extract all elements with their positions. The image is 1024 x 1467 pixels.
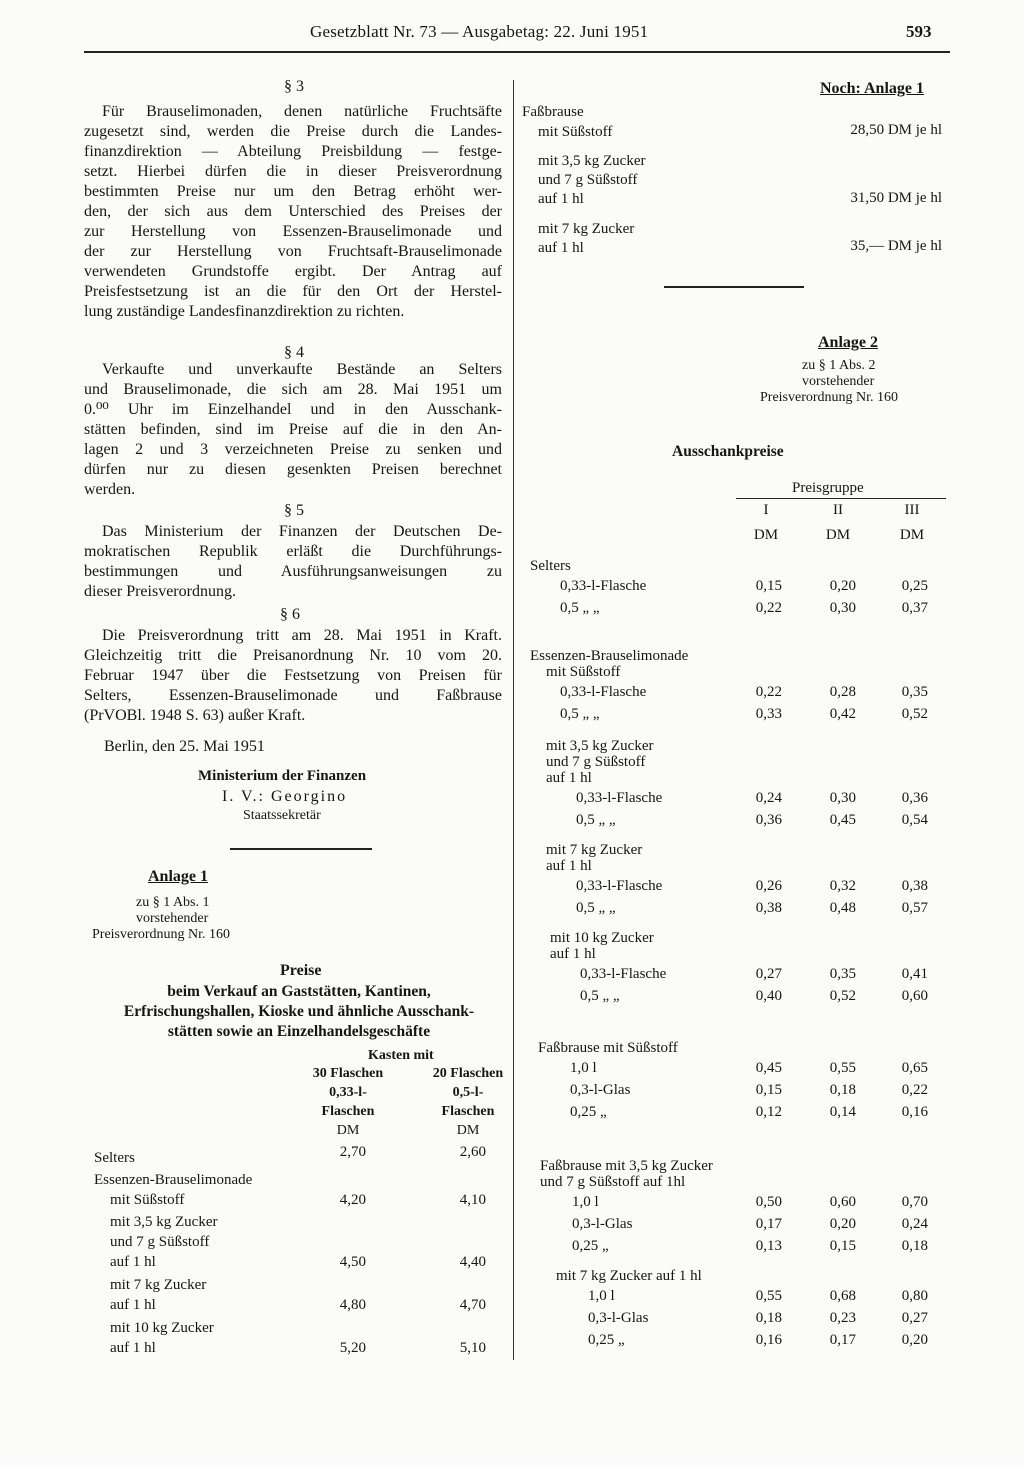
- anlage-1-ref: zu § 1 Abs. 1: [136, 895, 210, 910]
- price-group-II: 0,45: [829, 812, 856, 828]
- row-label: 0,33-l-Flasche: [576, 790, 663, 806]
- price-group-I: 0,38: [755, 900, 782, 916]
- price-group-I: 0,27: [755, 966, 782, 982]
- price-group-III: 0,54: [901, 812, 928, 828]
- anlage-1-ref3: Preisverordnung Nr. 160: [92, 927, 231, 942]
- price-group-I: 0,50: [755, 1194, 782, 1210]
- row-label: 0,33-l-Flasche: [580, 966, 667, 982]
- anlage-2-title: Anlage 2: [818, 334, 878, 351]
- row-label: 0,5 „ „: [560, 600, 600, 616]
- prices-subheading: beim Verkauf an Gaststätten, Kantinen, Erfrischungshallen, Kioske und ähnliche Ausschank- stätten sowie an Einzelhandelsgeschäfte: [123, 983, 475, 1040]
- price-group-III: 0,52: [901, 706, 928, 722]
- fassbrause-price: 28,50 DM je hl: [850, 122, 942, 138]
- price-group-I: 0,40: [755, 988, 782, 1004]
- block-title: auf 1 hl: [550, 946, 596, 962]
- block-title: mit 3,5 kg Zucker: [546, 738, 654, 754]
- price-group-II: 0,52: [829, 988, 856, 1004]
- text-line: dieser Preisverordnung.: [84, 583, 236, 600]
- header-rule: [84, 51, 950, 53]
- price-group-III: 0,70: [901, 1194, 928, 1210]
- block-title: Essenzen-Brauselimonade: [530, 648, 689, 664]
- price-group-I: 0,26: [755, 878, 782, 894]
- price-group-II: 0,48: [829, 900, 856, 916]
- place-date: Berlin, den 25. Mai 1951: [104, 738, 265, 755]
- section-5-heading: § 5: [284, 502, 304, 519]
- price-group-III: 0,24: [901, 1216, 928, 1232]
- unit-III: DM: [899, 527, 925, 543]
- price-20-flaschen: 2,60: [459, 1144, 486, 1160]
- price-group-III: 0,37: [901, 600, 928, 616]
- price-group-III: 0,25: [901, 578, 928, 594]
- text-line: zur Herstellung von Essenzen-Brauselimonade und: [84, 223, 502, 240]
- col-20-flaschen: 20 Flaschen 0,5-l- Flaschen DM: [432, 1066, 504, 1138]
- ausschank-heading: Ausschankpreise: [672, 443, 784, 460]
- price-group-II: 0,15: [829, 1238, 856, 1254]
- price-group-III: 0,60: [901, 988, 928, 1004]
- row-label: 0,33-l-Flasche: [576, 878, 663, 894]
- price-group-III: 0,65: [901, 1060, 928, 1076]
- price-group-I: 0,13: [755, 1238, 782, 1254]
- group-I: I: [763, 502, 769, 518]
- price-group-II: 0,60: [829, 1194, 856, 1210]
- price-group-I: 0,17: [755, 1216, 782, 1232]
- block-title: mit 10 kg Zucker: [550, 930, 654, 946]
- running-header: Gesetzblatt Nr. 73 — Ausgabetag: 22. Juni 1951: [310, 22, 649, 41]
- text-line: mokratischen Republik erläßt die Durchführungs-: [84, 543, 502, 560]
- price-group-II: 0,42: [829, 706, 856, 722]
- row-label: auf 1 hl: [110, 1297, 156, 1313]
- price-group-II: 0,14: [829, 1104, 856, 1120]
- price-group-II: 0,32: [829, 878, 856, 894]
- page-number: 593: [906, 22, 932, 41]
- section-6-text: [84, 626, 502, 726]
- text-line: Februar 1947 über die Festsetzung von Preisen für: [84, 667, 502, 684]
- price-group-III: 0,38: [901, 878, 928, 894]
- col-30-flaschen: 30 Flaschen 0,33-l- Flaschen DM: [312, 1066, 384, 1138]
- preisgruppe-rule: [736, 498, 946, 499]
- price-group-II: 0,18: [829, 1082, 856, 1098]
- block-title: mit 7 kg Zucker: [546, 842, 643, 858]
- fassbrause-7-label: mit 7 kg Zucker auf 1 hl: [538, 221, 635, 256]
- price-group-I: 0,33: [755, 706, 782, 722]
- price-group-I: 0,18: [755, 1310, 782, 1326]
- unit-II: DM: [825, 527, 851, 543]
- row-label: 0,25 „: [588, 1332, 625, 1348]
- price-group-III: 0,41: [901, 966, 928, 982]
- block-title: Selters: [530, 558, 571, 574]
- group-II: II: [833, 502, 843, 518]
- price-group-II: 0,55: [829, 1060, 856, 1076]
- section-4-heading: § 4: [284, 344, 304, 361]
- row-label: mit 7 kg Zucker: [110, 1277, 207, 1293]
- row-label: 0,5 „ „: [560, 706, 600, 722]
- price-30-flaschen: 4,20: [339, 1192, 366, 1208]
- row-label: 1,0 l: [588, 1288, 615, 1304]
- price-group-III: 0,36: [901, 790, 928, 806]
- fassbrause-35-price: 31,50 DM je hl: [850, 190, 942, 206]
- text-line: Die Preisverordnung tritt am 28. Mai 1951 in Kraft.: [102, 627, 502, 644]
- row-label: Selters: [94, 1150, 135, 1166]
- row-label: mit Süßstoff: [110, 1192, 185, 1208]
- text-line: lung zuständige Landesfinanzdirektion zu richten.: [84, 303, 405, 320]
- preisgruppe-header: Preisgruppe: [792, 480, 864, 496]
- price-group-II: 0,68: [829, 1288, 856, 1304]
- section-4-text: [84, 360, 502, 500]
- text-line: finanzdirektion — Abteilung Preisbildung — festge-: [84, 143, 502, 160]
- section-3-text: [84, 102, 502, 322]
- signatory-title: Staatssekretär: [243, 808, 321, 823]
- block-title: Faßbrause mit Süßstoff: [538, 1040, 678, 1056]
- group-III: III: [904, 502, 920, 518]
- text-line: Selters, Essenzen-Brauselimonade und Faßbrause: [84, 687, 502, 704]
- signatory: I. V.: Georgino: [222, 788, 348, 805]
- price-group-I: 0,36: [755, 812, 782, 828]
- anlage-1-ref2: vorstehender: [136, 911, 209, 926]
- row-label: 0,3-l-Glas: [570, 1082, 631, 1098]
- price-group-II: 0,20: [829, 578, 856, 594]
- section-5-text: [84, 522, 502, 602]
- row-label: 0,5 „ „: [580, 988, 620, 1004]
- text-line: werden.: [84, 481, 136, 498]
- price-30-flaschen: 4,50: [339, 1254, 366, 1270]
- text-line: Verkaufte und unverkaufte Bestände an Selters: [102, 361, 502, 378]
- row-label: mit 3,5 kg Zucker: [110, 1214, 218, 1230]
- anlage-2-ref3: Preisverordnung Nr. 160: [760, 390, 899, 405]
- price-group-I: 0,55: [755, 1288, 782, 1304]
- price-group-III: 0,35: [901, 684, 928, 700]
- block-title: Faßbrause mit 3,5 kg Zucker: [540, 1158, 713, 1174]
- section-3-heading: § 3: [284, 78, 304, 95]
- price-group-III: 0,20: [901, 1332, 928, 1348]
- row-label: 0,25 „: [570, 1104, 607, 1120]
- fassbrause-7-price: 35,— DM je hl: [850, 238, 942, 254]
- price-group-III: 0,18: [901, 1238, 928, 1254]
- fassbrause-label: Faßbrause mit Süßstoff: [522, 104, 613, 140]
- text-line: Gleichzeitig tritt die Preisanordnung Nr. 10 vom 20.: [84, 647, 502, 664]
- block-title: und 7 g Süßstoff auf 1hl: [540, 1174, 686, 1190]
- price-group-I: 0,15: [755, 578, 782, 594]
- price-group-II: 0,30: [829, 790, 856, 806]
- price-group-III: 0,80: [901, 1288, 928, 1304]
- anlage-1-title: Anlage 1: [148, 868, 208, 885]
- row-label: 0,3-l-Glas: [572, 1216, 633, 1232]
- column-divider: [513, 80, 514, 1360]
- text-line: (PrVOBl. 1948 S. 63) außer Kraft.: [84, 707, 306, 724]
- price-20-flaschen: 5,10: [459, 1340, 486, 1356]
- row-label: 0,33-l-Flasche: [560, 684, 647, 700]
- text-line: lagen 2 und 3 verzeichneten Preise zu senken und: [84, 441, 502, 458]
- row-label: mit 10 kg Zucker: [110, 1320, 214, 1336]
- ministry-name: Ministerium der Finanzen: [198, 768, 367, 784]
- price-group-II: 0,35: [829, 966, 856, 982]
- text-line: setzt. Hierbei dürfen die in dieser Preisverordnung: [84, 163, 502, 180]
- text-line: der zur Herstellung von Fruchtsaft-Brauselimonade: [84, 243, 502, 260]
- text-line: stätten befinden, sind im Preise auf die in den An-: [84, 421, 502, 438]
- prices-heading: Preise: [280, 962, 322, 979]
- kasten-group-header: Kasten mit: [368, 1048, 434, 1063]
- text-line: den, der sich aus dem Unterschied des Preises der: [84, 203, 502, 220]
- price-group-II: 0,28: [829, 684, 856, 700]
- block-title: auf 1 hl: [546, 858, 592, 874]
- row-label: 0,5 „ „: [576, 900, 616, 916]
- price-group-III: 0,27: [901, 1310, 928, 1326]
- price-30-flaschen: 4,80: [339, 1297, 366, 1313]
- row-label: 0,25 „: [572, 1238, 609, 1254]
- text-line: Das Ministerium der Finanzen der Deutschen De-: [102, 523, 502, 540]
- price-group-III: 0,22: [901, 1082, 928, 1098]
- price-20-flaschen: 4,70: [459, 1297, 486, 1313]
- anlage-2-ref2: vorstehender: [802, 374, 875, 389]
- text-line: und Brauselimonade, die sich am 28. Mai 1951 um: [84, 381, 502, 398]
- price-group-I: 0,45: [755, 1060, 782, 1076]
- text-line: dürfen nur zu diesen gesenkten Preisen berechnet: [84, 461, 502, 478]
- price-group-II: 0,20: [829, 1216, 856, 1232]
- row-label: und 7 g Süßstoff: [110, 1234, 210, 1250]
- fassbrause-35-label: mit 3,5 kg Zucker und 7 g Süßstoff auf 1 hl: [538, 153, 646, 207]
- price-group-I: 0,15: [755, 1082, 782, 1098]
- row-label: Essenzen-Brauselimonade: [94, 1172, 253, 1188]
- price-group-I: 0,24: [755, 790, 782, 806]
- price-group-II: 0,23: [829, 1310, 856, 1326]
- row-label: auf 1 hl: [110, 1340, 156, 1356]
- text-line: Für Brauselimonaden, denen natürliche Fruchtsäfte: [102, 103, 502, 120]
- row-label: 0,5 „ „: [576, 812, 616, 828]
- text-line: bestimmungen und Ausführungsanweisungen zu: [84, 563, 502, 580]
- text-line: bestimmten Preise nur um den Betrag erhöht wer-: [84, 183, 502, 200]
- price-30-flaschen: 5,20: [339, 1340, 366, 1356]
- price-group-I: 0,22: [755, 684, 782, 700]
- price-group-I: 0,12: [755, 1104, 782, 1120]
- unit-I: DM: [753, 527, 779, 543]
- divider-rule: [230, 848, 372, 850]
- price-group-I: 0,22: [755, 600, 782, 616]
- divider-rule-right: [664, 286, 804, 288]
- row-label: 1,0 l: [570, 1060, 597, 1076]
- block-title: auf 1 hl: [546, 770, 592, 786]
- price-group-II: 0,30: [829, 600, 856, 616]
- row-label: 0,3-l-Glas: [588, 1310, 649, 1326]
- price-group-III: 0,57: [901, 900, 928, 916]
- price-group-III: 0,16: [901, 1104, 928, 1120]
- anlage-2-ref: zu § 1 Abs. 2: [802, 358, 876, 373]
- block-title: mit Süßstoff: [546, 664, 621, 680]
- section-6-heading: § 6: [280, 606, 300, 623]
- row-label: 0,33-l-Flasche: [560, 578, 647, 594]
- price-30-flaschen: 2,70: [339, 1144, 366, 1160]
- text-line: Preisfestsetzung ist an die für den Ort der Herstel-: [84, 283, 502, 300]
- block-title: mit 7 kg Zucker auf 1 hl: [556, 1268, 702, 1284]
- price-20-flaschen: 4,40: [459, 1254, 486, 1270]
- price-group-I: 0,16: [755, 1332, 782, 1348]
- block-title: und 7 g Süßstoff: [546, 754, 646, 770]
- text-line: zugesetzt sind, werden die Preise durch die Landes-: [84, 123, 502, 140]
- row-label: 1,0 l: [572, 1194, 599, 1210]
- price-20-flaschen: 4,10: [459, 1192, 486, 1208]
- noch-anlage-1: Noch: Anlage 1: [820, 80, 924, 97]
- row-label: auf 1 hl: [110, 1254, 156, 1270]
- text-line: verwendeten Grundstoffe ergibt. Der Antrag auf: [84, 263, 502, 280]
- text-line: 0.⁰⁰ Uhr im Einzelhandel und in den Ausschank-: [84, 401, 502, 418]
- price-group-II: 0,17: [829, 1332, 856, 1348]
